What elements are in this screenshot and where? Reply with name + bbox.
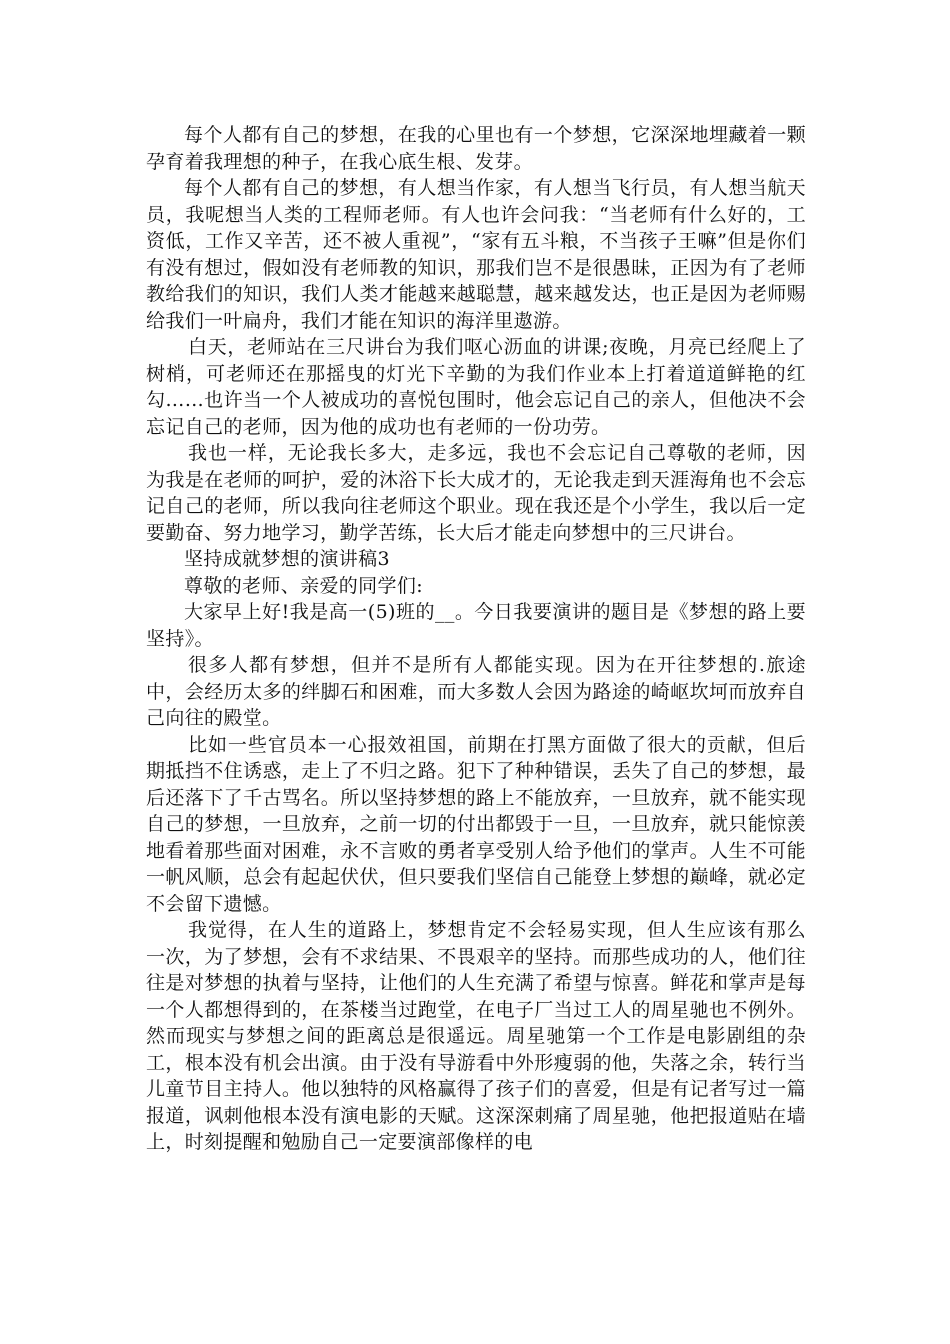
section-heading: 坚持成就梦想的演讲稿3: [184, 548, 390, 570]
paragraph-teacher-dream: 每个人都有自己的梦想，有人想当作家，有人想当飞行员，有人想当航天员，我呢想当人类的工程师老师。有人也许会问我：“当老师有什么好的，工资低，工作又辛苦，还不被人重视”，“家有五斗粮，不当孩子王嘛”但是你们有没有想过，假如没有老师教的知识，那我们岂不是很愚昧，正因为有了老师教给我们的知识，我们人类才能越来越聪慧，越来越发达，也正是因为老师赐给我们一叶扁舟，我们才能在知识的海洋里遨游。: [146, 177, 806, 332]
salutation: 尊敬的老师、亲爱的同学们:: [184, 574, 423, 597]
paragraph-my-aspiration: 我也一样，无论我长多大，走多远，我也不会忘记自己尊敬的老师，因为我是在老师的呵护，爱的沐浴下长大成才的，无论我走到天涯海角也不会忘记自己的老师，所以我向往老师这个职业。现在我还是个小学生，我以后一定要勤奋、努力地学习，勤学苦练，长大后才能走向梦想中的三尺讲台。: [146, 442, 806, 544]
document-body: [146, 122, 806, 1156]
paragraph-example-officials: 比如一些官员本一心报效祖国，前期在打黑方面做了很大的贡献，但后期抵挡不住诱惑，走上了不归之路。犯下了种种错误，丢失了自己的梦想，最后还落下了千古骂名。所以坚持梦想的路上不能放弃，一旦放弃，就不能实现自己的梦想，一旦放弃，之前一切的付出都毁于一旦，一旦放弃，就只能惊羡地看着那些面对困难，永不言败的勇者享受别人给予他们的掌声。人生不可能一帆风顺，总会有起起伏伏，但只要我们坚信自己能登上梦想的巅峰，就必定不会留下遗憾。: [146, 733, 806, 915]
paragraph-obstacles: 很多人都有梦想，但并不是所有人都能实现。因为在开往梦想的.旅途中，会经历太多的绊脚石和困难，而大多数人会因为路途的崎岖坎坷而放弃自己向往的殿堂。: [146, 654, 806, 729]
paragraph-dream-intro: 每个人都有自己的梦想，在我的心里也有一个梦想，它深深地埋藏着一颗孕育着我理想的种子，在我心底生根、发芽。: [146, 124, 806, 173]
paragraph-teacher-work: 白天，老师站在三尺讲台为我们呕心沥血的讲课;夜晚，月亮已经爬上了树梢，可老师还在那摇曳的灯光下辛勤的为我们作业本上打着道道鲜艳的红勾……也许当一个人被成功的喜悦包围时，他会忘记自己的亲人，但他决不会忘记自己的老师，因为他的成功也有老师的一份功劳。: [146, 336, 806, 438]
paragraph-persistence: 我觉得，在人生的道路上，梦想肯定不会轻易实现，但人生应该有那么一次，为了梦想，会有不求结果、不畏艰辛的坚持。而那些成功的人，他们往往是对梦想的执着与坚持，让他们的人生充满了希望与惊喜。鲜花和掌声是每一个人都想得到的，在茶楼当过跑堂，在电子厂当过工人的周星驰也不例外。然而现实与梦想之间的距离总是很遥远。周星驰第一个工作是电影剧组的杂工，根本没有机会出演。由于没有导游看中外形瘦弱的他，失落之余，转行当儿童节目主持人。他以独特的风格赢得了孩子们的喜爱，但是有记者写过一篇报道，讽刺他根本没有演电影的天赋。这深深刺痛了周星驰，他把报道贴在墙上，时刻提醒和勉励自己一定要演部像样的电: [146, 919, 806, 1153]
paragraph-greeting: 大家早上好!我是高一(5)班的__。今日我要演讲的题目是《梦想的路上要坚持》。: [146, 601, 806, 650]
